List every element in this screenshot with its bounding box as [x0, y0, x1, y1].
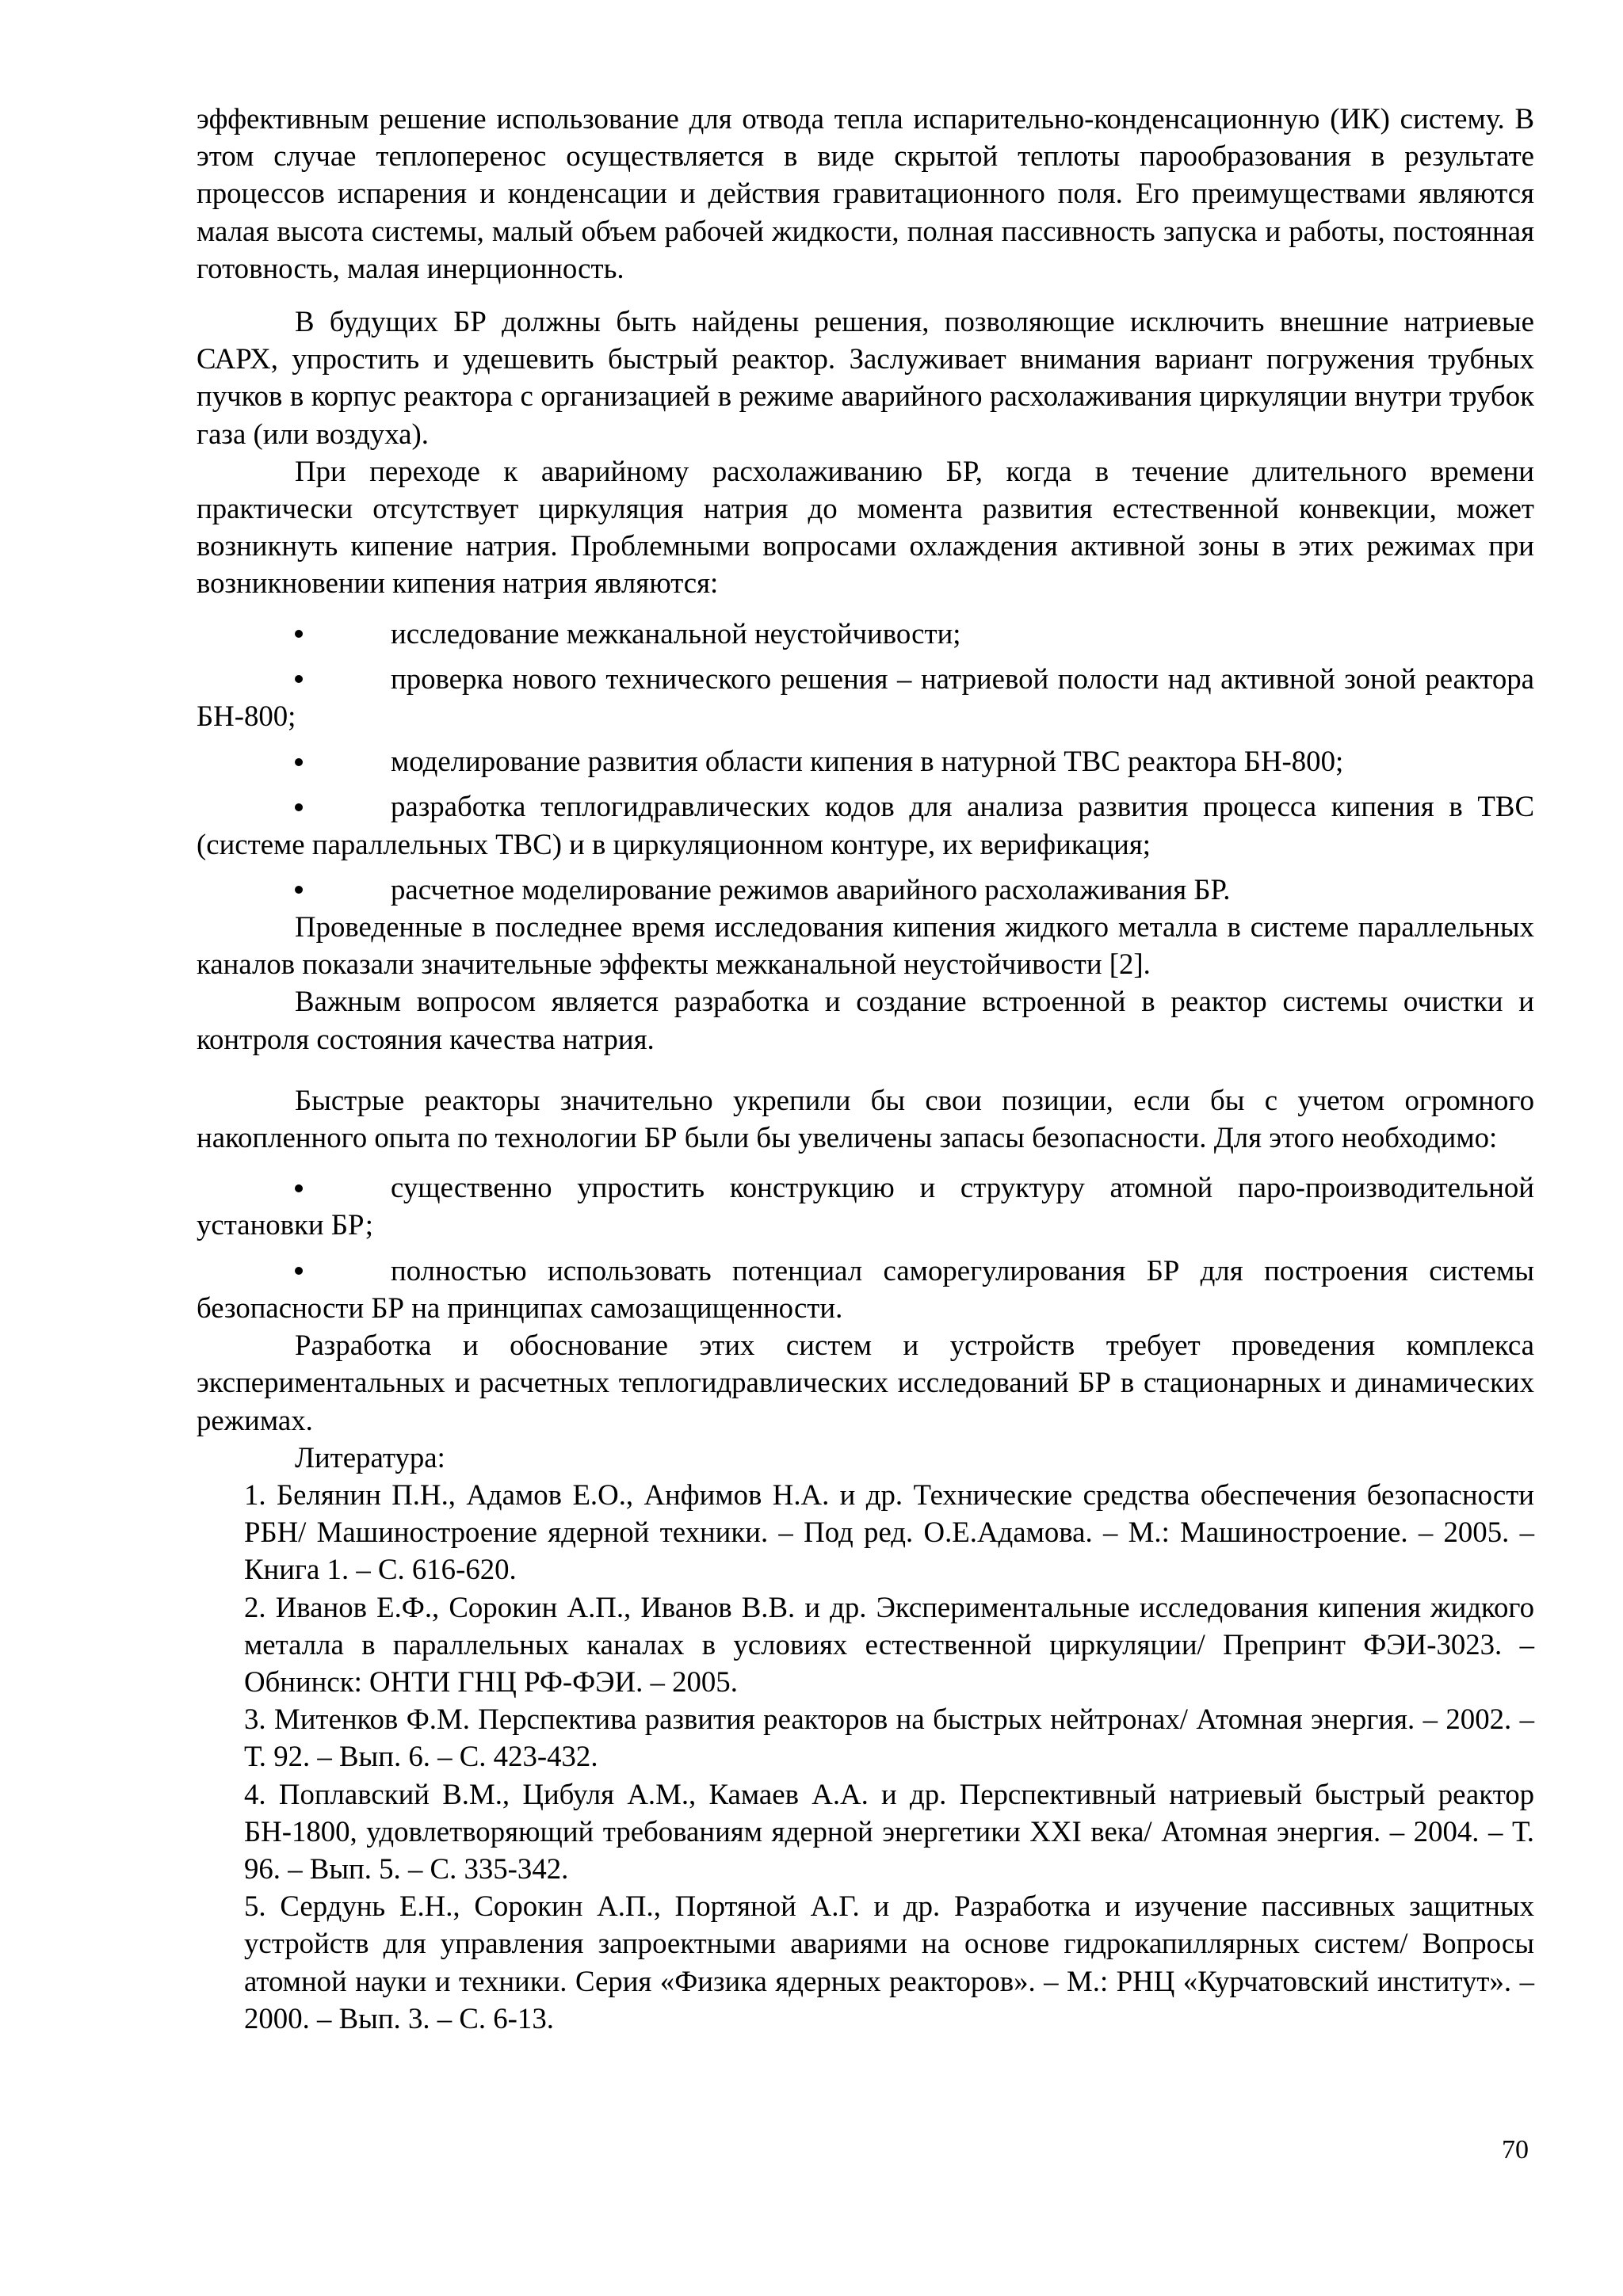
- reference-item: 3. Митенков Ф.М. Перспектива развития реакторов на быстрых нейтронах/ Атомная энергия. – 2002. – Т. 92. – Вып. 6. – С. 423-432.: [244, 1703, 1534, 1773]
- bullet-icon: [295, 1184, 303, 1192]
- references-heading: Литература:: [295, 1440, 445, 1474]
- list-item: проверка нового технического решения – натриевой полости над активной зоной реактора БН-800;: [197, 662, 1534, 733]
- page-number: 70: [1502, 2135, 1529, 2164]
- cooling-issues-list: [197, 615, 1534, 908]
- reference-item: 1. Белянин П.Н., Адамов Е.О., Анфимов Н.А. и др. Технические средства обеспечения безопасности РБН/ Машиностроение ядерной техники. – Под ред. О.Е.Адамова. – М.: Машиностроение. – 2005. – Книга 1. – С. 616-620.: [244, 1478, 1534, 1586]
- references-list: [197, 1476, 1534, 2037]
- safety-requirements-list: [197, 1169, 1534, 1326]
- list-item: моделирование развития области кипения в натурной ТВС реактора БН-800;: [197, 742, 1534, 780]
- paragraph-boiling-research: Проведенные в последнее время исследования кипения жидкого металла в системе параллельных каналов показали значительные эффекты межканальной неустойчивости [2].: [197, 910, 1534, 981]
- bullet-icon: [295, 803, 303, 811]
- paragraph-experimental-research: Разработка и обоснование этих систем и устройств требует проведения комплекса экспериментальных и расчетных теплогидравлических исследований БР в стационарных и динамических режимах.: [197, 1329, 1534, 1436]
- reference-item: 2. Иванов Е.Ф., Сорокин А.П., Иванов В.В. и др. Экспериментальные исследования кипения жидкого металла в параллельных каналах в условиях естественной циркуляции/ Препринт ФЭИ-3023. – Обнинск: ОНТИ ГНЦ РФ-ФЭИ. – 2005.: [244, 1590, 1534, 1698]
- bullet-icon: [295, 758, 303, 766]
- list-item: полностью использовать потенциал саморегулирования БР для построения системы безопасности БР на принципах самозащищенности.: [197, 1253, 1534, 1324]
- reference-item: 4. Поплавский В.М., Цибуля А.М., Камаев А.А. и др. Перспективный натриевый быстрый реактор БН-1800, удовлетворяющий требованиям ядерной энергетики XXI века/ Атомная энергия. – 2004. – Т. 96. – Вып. 5. – С. 335-342.: [244, 1777, 1534, 1885]
- paragraph-emergency-cooldown: При переходе к аварийному расхолаживанию БР, когда в течение длительного времени практически отсутствует циркуляция натрия до момента развития естественной конвекции, может возникнуть кипение натрия. Проблемными вопросами охлаждения активной зоны в этих режимах при возникновении кипения натрия являются:: [197, 454, 1534, 600]
- list-item: исследование межканальной неустойчивости;: [197, 615, 1534, 652]
- list-item: расчетное моделирование режимов аварийного расхолаживания БР.: [197, 871, 1534, 908]
- paragraph-ik-system: эффективным решение использование для отвода тепла испарительно-конденсационную (ИК) систему. В этом случае теплоперенос осуществляется в виде скрытой теплоты парообразования в результате процессов испарения и конденсации и действия гравитационного поля. Его преимуществами являются малая высота системы, малый объем рабочей жидкости, полная пассивность запуска и работы, постоянная готовность, малая инерционность.: [197, 102, 1534, 284]
- paragraph-sodium-purification: Важным вопросом является разработка и создание встроенной в реактор системы очистки и контроля состояния качества натрия.: [197, 985, 1534, 1055]
- reference-item: 5. Сердунь Е.Н., Сорокин А.П., Портяной А.Г. и др. Разработка и изучение пассивных защитных устройств для управления запроектными авариями на основе гидрокапиллярных систем/ Вопросы атомной науки и техники. Серия «Физика ядерных реакторов». – М.: РНЦ «Курчатовский институт». – 2000. – Вып. 3. – С. 6-13.: [244, 1890, 1534, 2035]
- paragraph-safety-margins: Быстрые реакторы значительно укрепили бы свои позиции, если бы с учетом огромного накопленного опыта по технологии БР были бы увеличены запасы безопасности. Для этого необходимо:: [197, 1083, 1534, 1154]
- bullet-icon: [295, 886, 303, 894]
- list-item: разработка теплогидравлических кодов для анализа развития процесса кипения в ТВС (системе параллельных ТВС) и в циркуляционном контуре, их верификация;: [197, 790, 1534, 860]
- bullet-icon: [295, 1267, 303, 1275]
- bullet-icon: [295, 675, 303, 683]
- bullet-icon: [295, 630, 303, 638]
- paragraph-future-br: В будущих БР должны быть найдены решения, позволяющие исключить внешние натриевые САРХ, упростить и удешевить быстрый реактор. Заслуживает внимания вариант погружения трубных пучков в корпус реактора с организацией в режиме аварийного расхолаживания циркуляции внутри трубок газа (или воздуха).: [197, 305, 1534, 450]
- list-item: существенно упростить конструкцию и структуру атомной паро-производительной установки БР;: [197, 1171, 1534, 1241]
- document-page: [197, 100, 1534, 2037]
